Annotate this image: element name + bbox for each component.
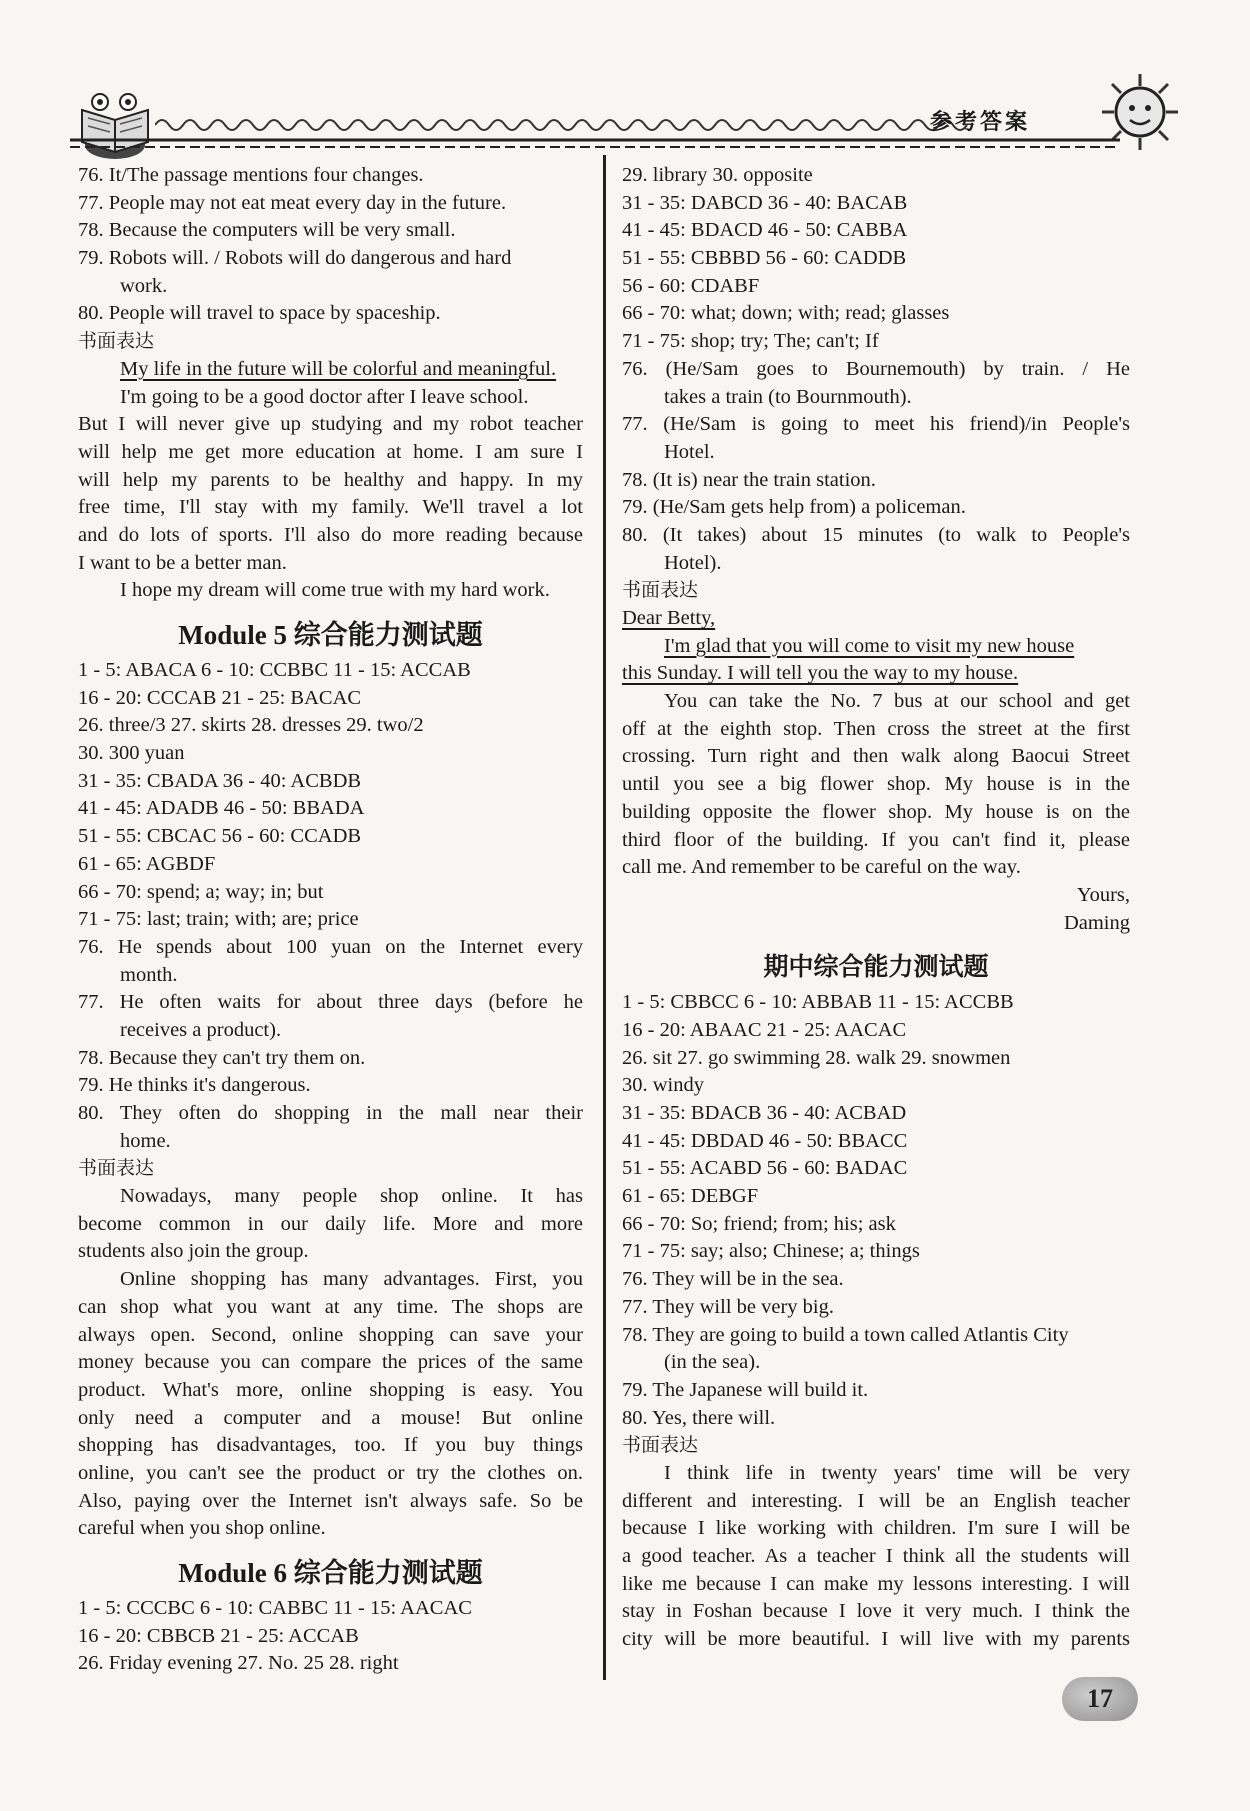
right-column-line	[622, 1045, 1130, 1073]
right-column-line	[622, 494, 1130, 522]
left-column-line	[78, 1595, 583, 1623]
right-column-line	[622, 328, 1130, 356]
right-column-line	[622, 827, 1130, 855]
left-column-line	[78, 577, 583, 605]
line-text: home.	[120, 1129, 171, 1152]
line-text: 31 - 35: DABCD 36 - 40: BACAB	[622, 191, 908, 214]
line-text: 41 - 45: BDACD 46 - 50: CABBA	[622, 219, 908, 242]
right-column-line	[622, 989, 1130, 1017]
line-text: always open. Second, online shopping can save your	[78, 1323, 583, 1346]
line-text: 77. He often waits for about three days (before he	[78, 991, 583, 1014]
left-column-line	[78, 1515, 583, 1543]
right-column-line	[622, 162, 1130, 190]
left-column-line	[78, 1238, 583, 1266]
line-text: 79. Robots will. / Robots will do dangerous and hard	[78, 247, 512, 270]
left-column-line	[78, 300, 583, 328]
line-text: Module 5 综合能力测试题	[178, 620, 483, 650]
right-column-line	[622, 1543, 1130, 1571]
line-text: 30. windy	[622, 1074, 704, 1097]
line-text: (in the sea).	[664, 1351, 761, 1374]
left-column-line	[78, 162, 583, 190]
left-column-line	[78, 1155, 583, 1183]
line-text: Nowadays, many people shop online. It has	[120, 1185, 583, 1208]
right-column-line	[622, 190, 1130, 218]
line-text: 66 - 70: spend; a; way; in; but	[78, 880, 324, 903]
right-column-line	[622, 1515, 1130, 1543]
left-column-line	[78, 685, 583, 713]
line-text: 78. They are going to build a town called Atlantis City	[622, 1323, 1069, 1346]
line-text: because I like working with children. I'm sure I will be	[622, 1517, 1130, 1540]
line-text: Online shopping has many advantages. First, you	[120, 1268, 583, 1291]
right-column-line	[622, 1155, 1130, 1183]
line-text: You can take the No. 7 bus at our school and get	[664, 690, 1130, 713]
line-text: 41 - 45: ADADB 46 - 50: BBADA	[78, 797, 365, 820]
line-text: I'm glad that you will come to visit my new house	[664, 634, 1075, 657]
left-column-line	[78, 467, 583, 495]
line-text: free time, I'll stay with my family. We'll travel a lot	[78, 496, 583, 519]
left-column-line	[78, 245, 583, 273]
line-text: off at the eighth stop. Then cross the street at the first	[622, 717, 1130, 740]
line-text: 78. Because the computers will be very small.	[78, 219, 456, 242]
left-column-line	[78, 384, 583, 412]
right-column-line	[622, 1405, 1130, 1433]
line-text: 66 - 70: what; down; with; read; glasses	[622, 302, 950, 325]
line-text: 80. They often do shopping in the mall near their	[78, 1102, 583, 1124]
left-column-line	[78, 1349, 583, 1377]
right-column-line	[622, 1488, 1130, 1516]
header-title: 参考答案	[930, 110, 1031, 135]
line-text: third floor of the building. If you can't find it, please	[622, 828, 1130, 851]
line-text: 71 - 75: say; also; Chinese; a; things	[622, 1240, 920, 1263]
right-column-line	[622, 882, 1130, 910]
right-column-line	[622, 1017, 1130, 1045]
left-column-line	[78, 1488, 583, 1516]
left-column-line	[78, 1377, 583, 1405]
right-column-line	[622, 854, 1130, 882]
line-text: 78. (It is) near the train station.	[622, 468, 876, 491]
line-text: month.	[120, 963, 178, 986]
left-column-line	[78, 328, 583, 356]
column-divider	[603, 155, 606, 1680]
line-text: this Sunday. I will tell you the way to my house.	[622, 662, 1019, 685]
left-column-line	[78, 1623, 583, 1651]
line-text: 29. library 30. opposite	[622, 164, 813, 186]
right-column-line	[622, 660, 1130, 688]
line-text: become common in our daily life. More and more	[78, 1212, 583, 1235]
left-column-line	[78, 411, 583, 439]
right-column-line	[622, 1460, 1130, 1488]
right-column-line	[622, 910, 1130, 938]
left-column-line	[78, 989, 583, 1017]
line-text: like me because I can make my lessons interesting. I will	[622, 1572, 1130, 1595]
right-column-line	[622, 633, 1130, 661]
line-text: My life in the future will be colorful and meaningful.	[120, 357, 557, 380]
left-column-line	[78, 906, 583, 934]
right-column-line	[622, 1072, 1130, 1100]
right-column-line	[622, 1432, 1130, 1460]
left-column-line	[78, 190, 583, 218]
right-column-line	[622, 273, 1130, 301]
left-column-line	[78, 879, 583, 907]
book-mascot-icon	[70, 90, 160, 165]
line-text: Dear Betty,	[622, 607, 716, 629]
left-column-line	[78, 273, 583, 301]
right-column-line	[622, 356, 1130, 384]
left-column-line	[78, 1460, 583, 1488]
line-text: 78. Because they can't try them on.	[78, 1046, 366, 1069]
line-text: work.	[120, 274, 168, 297]
left-column-line	[78, 1551, 583, 1595]
right-column-line	[622, 1183, 1130, 1211]
left-column-line	[78, 356, 583, 384]
left-column-line	[78, 712, 583, 740]
right-column-line	[622, 771, 1130, 799]
line-text: can shop what you want at any time. The shops are	[78, 1295, 583, 1318]
left-column-line	[78, 795, 583, 823]
right-column-line	[622, 467, 1130, 495]
line-text: 66 - 70: So; friend; from; his; ask	[622, 1212, 896, 1235]
line-text: But I will never give up studying and my robot teacher	[78, 413, 583, 436]
left-column-line	[78, 439, 583, 467]
line-text: careful when you shop online.	[78, 1517, 326, 1540]
line-text: only need a computer and a mouse! But online	[78, 1406, 583, 1429]
left-column-line	[78, 1294, 583, 1322]
line-text: takes a train (to Bournmouth).	[664, 385, 912, 408]
line-text: 80. People will travel to space by spaceship.	[78, 302, 441, 325]
left-column-line	[78, 1266, 583, 1294]
right-column-line	[622, 411, 1130, 439]
right-column-line	[622, 1349, 1130, 1377]
right-column-line	[622, 945, 1130, 989]
line-text: 77. They will be very big.	[622, 1295, 834, 1318]
line-text: 77. People may not eat meat every day in the future.	[78, 191, 507, 214]
line-text: 16 - 20: CBBCB 21 - 25: ACCAB	[78, 1624, 359, 1647]
line-text: will help me get more education at home. I am sure I	[78, 440, 583, 463]
line-text: I hope my dream will come true with my hard work.	[120, 579, 550, 602]
line-text: building opposite the flower shop. My house is on the	[622, 800, 1130, 823]
right-column-line	[622, 1598, 1130, 1626]
right-column-line	[622, 1571, 1130, 1599]
line-text: students also join the group.	[78, 1240, 309, 1263]
line-text: 77. (He/Sam is going to meet his friend)/in People's	[622, 413, 1130, 436]
left-column-line	[78, 613, 583, 657]
line-text: 书面表达	[78, 1157, 155, 1180]
left-column-line	[78, 1045, 583, 1073]
line-text: receives a product).	[120, 1018, 282, 1041]
line-text: Hotel).	[664, 551, 722, 574]
line-text: 61 - 65: DEBGF	[622, 1185, 759, 1208]
right-column-line	[622, 217, 1130, 245]
line-text: Module 6 综合能力测试题	[178, 1558, 483, 1588]
right-column-line	[622, 799, 1130, 827]
decorative-wave-line	[155, 110, 975, 140]
line-text: 16 - 20: ABAAC 21 - 25: AACAC	[622, 1018, 907, 1041]
line-text: 26. Friday evening 27. No. 25 28. right	[78, 1652, 399, 1675]
line-text: product. What's more, online shopping is easy. You	[78, 1378, 583, 1401]
right-column-line	[622, 300, 1130, 328]
left-column-line	[78, 934, 583, 962]
line-text: crossing. Turn right and then walk along Baocui Street	[622, 745, 1130, 768]
right-column-line	[622, 1294, 1130, 1322]
line-text: 61 - 65: AGBDF	[78, 852, 216, 875]
line-text: I want to be a better man.	[78, 551, 287, 574]
left-column-line	[78, 1432, 583, 1460]
right-column-line	[622, 439, 1130, 467]
left-column-line	[78, 740, 583, 768]
line-text: 30. 300 yuan	[78, 742, 185, 765]
right-column-line	[622, 577, 1130, 605]
line-text: 1 - 5: CCCBC 6 - 10: CABBC 11 - 15: AACAC	[78, 1597, 472, 1619]
line-text: I think life in twenty years' time will be very	[664, 1461, 1130, 1484]
line-text: until you see a big flower shop. My house is in the	[622, 773, 1130, 796]
right-column-line	[622, 716, 1130, 744]
left-column-line	[78, 1183, 583, 1211]
line-text: 79. (He/Sam gets help from) a policeman.	[622, 496, 966, 519]
line-text: 31 - 35: CBADA 36 - 40: ACBDB	[78, 769, 362, 792]
line-text: 76. They will be in the sea.	[622, 1268, 844, 1291]
line-text: city will be more beautiful. I will live with my parents	[622, 1628, 1130, 1651]
line-text: 1 - 5: CBBCC 6 - 10: ABBAB 11 - 15: ACCBB	[622, 991, 1014, 1014]
line-text: a good teacher. As a teacher I think all the students will	[622, 1545, 1130, 1567]
line-text: different and interesting. I will be an English teacher	[622, 1489, 1130, 1512]
line-text: 1 - 5: ABACA 6 - 10: CCBBC 11 - 15: ACCAB	[78, 659, 471, 681]
line-text: shopping has disadvantages, too. If you buy things	[78, 1434, 583, 1457]
left-column-line	[78, 823, 583, 851]
line-text: 26. sit 27. go swimming 28. walk 29. snowmen	[622, 1046, 1011, 1069]
left-column-line	[78, 657, 583, 685]
line-text: Hotel.	[664, 440, 715, 463]
left-column-line	[78, 1017, 583, 1045]
left-column	[78, 162, 583, 1678]
right-column-line	[622, 245, 1130, 273]
right-column-line	[622, 1100, 1130, 1128]
right-column-line	[622, 522, 1130, 550]
line-text: 书面表达	[78, 330, 155, 353]
left-column-line	[78, 1650, 583, 1678]
line-text: 51 - 55: ACABD 56 - 60: BADAC	[622, 1157, 908, 1180]
line-text: 71 - 75: last; train; with; are; price	[78, 908, 359, 931]
left-column-line	[78, 768, 583, 796]
right-column-line	[622, 384, 1130, 412]
right-column-line	[622, 1322, 1130, 1350]
line-text: money because you can compare the prices of the same	[78, 1351, 583, 1374]
line-text: 76. It/The passage mentions four changes.	[78, 164, 424, 186]
line-text: 80. (It takes) about 15 minutes (to walk to People's	[622, 523, 1130, 546]
page-number: 17	[1062, 1677, 1138, 1721]
line-text: 书面表达	[622, 579, 699, 602]
line-text: I'm going to be a good doctor after I leave school.	[120, 385, 529, 408]
line-text: 79. He thinks it's dangerous.	[78, 1074, 311, 1097]
left-column-line	[78, 1405, 583, 1433]
right-column-line	[622, 688, 1130, 716]
left-column-line	[78, 550, 583, 578]
right-column-line	[622, 1377, 1130, 1405]
left-column-line	[78, 217, 583, 245]
left-column-line	[78, 1100, 583, 1128]
left-column-line	[78, 1072, 583, 1100]
line-text: Yours,	[1076, 883, 1130, 906]
line-text: 书面表达	[622, 1434, 699, 1457]
left-column-line	[78, 522, 583, 550]
right-column-line	[622, 550, 1130, 578]
line-text: Also, paying over the Internet isn't always safe. So be	[78, 1489, 583, 1512]
left-column-line	[78, 962, 583, 990]
line-text: will help my parents to be healthy and happy. In my	[78, 468, 583, 491]
line-text: 期中综合能力测试题	[763, 952, 989, 982]
line-text: online, you can't see the product or try the clothes on.	[78, 1461, 583, 1484]
line-text: 51 - 55: CBCAC 56 - 60: CCADB	[78, 825, 362, 848]
header-rule-lines	[70, 138, 1120, 150]
line-text: 80. Yes, there will.	[622, 1406, 776, 1429]
line-text: 56 - 60: CDABF	[622, 274, 760, 297]
line-text: 31 - 35: BDACB 36 - 40: ACBAD	[622, 1102, 907, 1124]
line-text: 41 - 45: DBDAD 46 - 50: BBACC	[622, 1129, 908, 1152]
right-column	[622, 162, 1130, 1654]
right-column-line	[622, 605, 1130, 633]
right-column-line	[622, 1238, 1130, 1266]
line-text: 76. He spends about 100 yuan on the Internet every	[78, 935, 583, 958]
right-column-line	[622, 1626, 1130, 1654]
right-column-line	[622, 743, 1130, 771]
line-text: call me. And remember to be careful on the way.	[622, 856, 1021, 879]
left-column-line	[78, 494, 583, 522]
line-text: 76. (He/Sam goes to Bournemouth) by train. / He	[622, 357, 1130, 380]
left-column-line	[78, 851, 583, 879]
line-text: 51 - 55: CBBBD 56 - 60: CADDB	[622, 247, 907, 270]
left-column-line	[78, 1322, 583, 1350]
right-column-line	[622, 1266, 1130, 1294]
left-column-line	[78, 1128, 583, 1156]
line-text: and do lots of sports. I'll also do more reading because	[78, 523, 583, 546]
right-column-line	[622, 1211, 1130, 1239]
line-text: 71 - 75: shop; try; The; can't; If	[622, 330, 879, 353]
line-text: 26. three/3 27. skirts 28. dresses 29. two/2	[78, 714, 424, 737]
line-text: 16 - 20: CCCAB 21 - 25: BACAC	[78, 686, 362, 709]
left-column-line	[78, 1211, 583, 1239]
right-column-line	[622, 1128, 1130, 1156]
line-text: 79. The Japanese will build it.	[622, 1378, 869, 1401]
line-text: stay in Foshan because I love it very much. I think the	[622, 1600, 1130, 1623]
line-text: Daming	[1063, 911, 1130, 934]
